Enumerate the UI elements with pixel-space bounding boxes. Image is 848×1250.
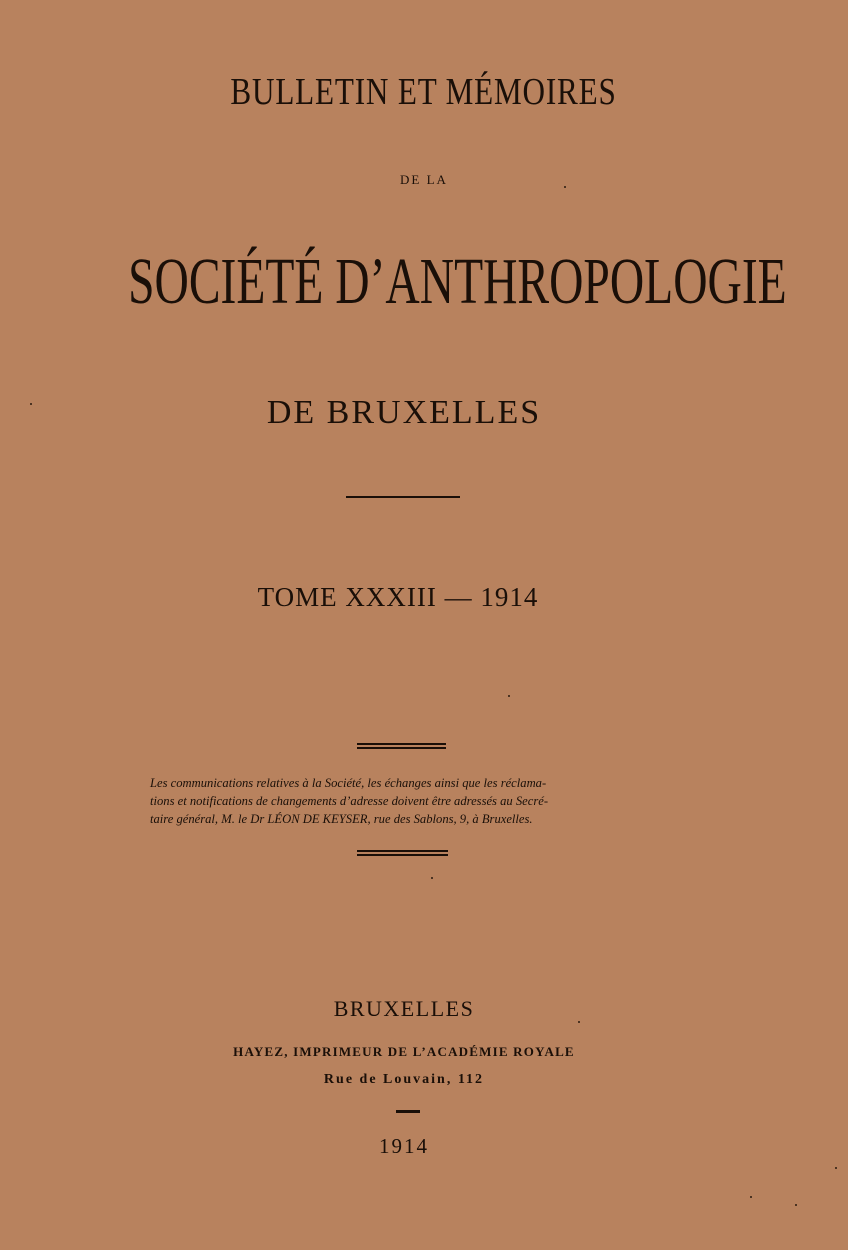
title-line1-text: BULLETIN ET MÉMOIRES — [230, 71, 618, 113]
title-societe — [0, 244, 848, 320]
paper-speck — [508, 695, 510, 697]
short-divider — [396, 1110, 420, 1113]
title-de-la: DE LA — [400, 172, 448, 187]
divider-rule — [346, 496, 460, 498]
imprint-year: 1914 — [379, 1134, 429, 1158]
paper-speck — [795, 1204, 797, 1206]
title-line3-text: SOCIÉTÉ D’ANTHROPOLOGIE — [128, 245, 787, 318]
double-divider-top — [357, 743, 446, 749]
paper-speck — [431, 877, 433, 879]
paper-speck — [578, 1021, 580, 1023]
imprint-city: BRUXELLES — [333, 996, 475, 1021]
title-bulletin-et-memoires — [0, 70, 848, 114]
notice-line-3: taire général, M. le Dr LÉON DE KEYSER, rue des Sablons, 9, à Bruxelles. — [150, 812, 533, 826]
imprint-printer: HAYEZ, IMPRIMEUR DE L’ACADÉMIE ROYALE — [233, 1044, 575, 1059]
paper-speck — [564, 186, 566, 188]
correspondence-notice — [150, 774, 670, 828]
double-divider-bottom — [357, 850, 448, 856]
notice-line-2: tions et notifications de changements d’adresse doivent être adressés au Secré- — [150, 794, 549, 808]
volume-label: TOME XXXIII — 1914 — [257, 582, 539, 612]
title-de-bruxelles: DE BRUXELLES — [266, 394, 542, 431]
paper-speck — [30, 403, 32, 405]
notice-line-1: Les communications relatives à la Société, les échanges ainsi que les réclama- — [150, 776, 547, 790]
paper-speck — [750, 1196, 752, 1198]
paper-speck — [835, 1167, 837, 1169]
imprint-address: Rue de Louvain, 112 — [323, 1072, 485, 1087]
